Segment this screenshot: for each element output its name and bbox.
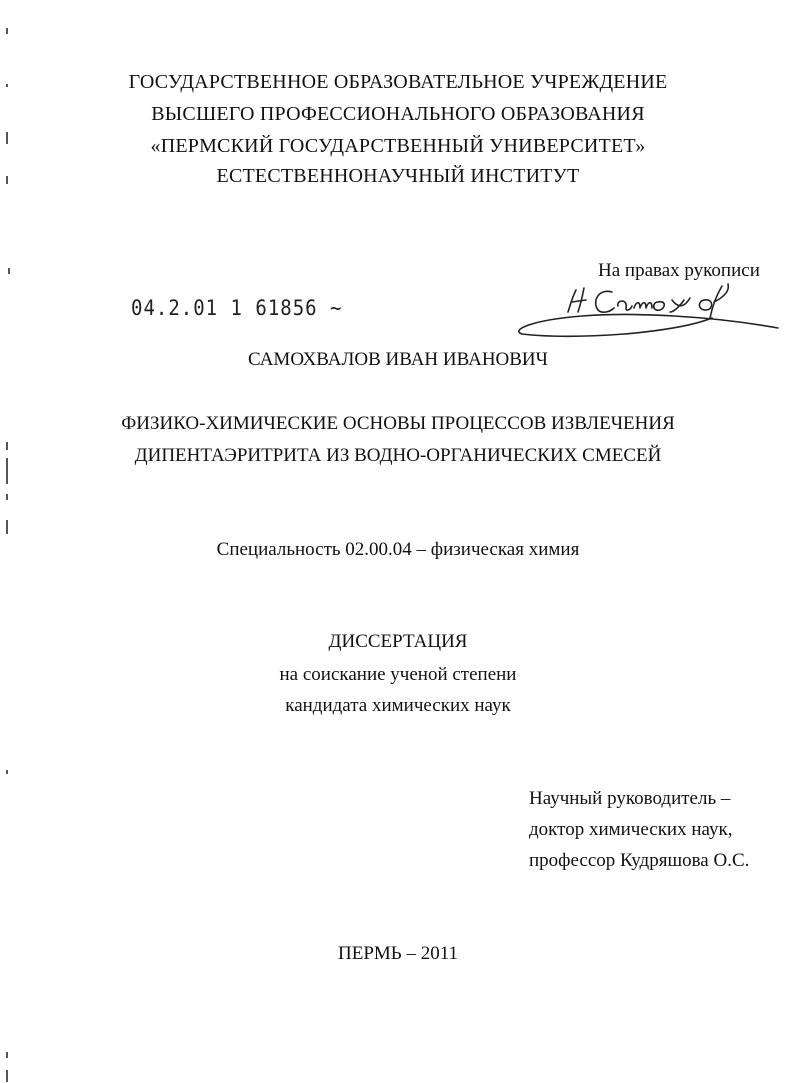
- title-line-2: ДИПЕНТАЭРИТРИТА ИЗ ВОДНО-ОРГАНИЧЕСКИХ СМЕСЕЙ: [134, 445, 662, 466]
- manuscript-note: На правах рукописи: [598, 260, 760, 281]
- advisor-line-1: Научный руководитель –: [529, 788, 731, 809]
- institution-line-4: ЕСТЕСТВЕННОНАУЧНЫЙ ИНСТИТУТ: [216, 165, 580, 187]
- work-type-heading: ДИССЕРТАЦИЯ: [328, 631, 468, 652]
- advisor-line-2: доктор химических наук,: [529, 819, 733, 840]
- institution-line-2: ВЫСШЕГО ПРОФЕССИОНАЛЬНОГО ОБРАЗОВАНИЯ: [151, 103, 645, 125]
- registration-code: 04.2.01 1 61856 ~: [131, 296, 343, 321]
- institution-line-3: «ПЕРМСКИЙ ГОСУДАРСТВЕННЫЙ УНИВЕРСИТЕТ»: [150, 135, 646, 157]
- institution-line-1: ГОСУДАРСТВЕННОЕ ОБРАЗОВАТЕЛЬНОЕ УЧРЕЖДЕНИЕ: [128, 71, 668, 93]
- work-type-line-2: кандидата химических наук: [285, 695, 511, 716]
- advisor-line-3: профессор Кудряшова О.С.: [529, 850, 750, 871]
- handwritten-signature: [512, 278, 782, 346]
- specialty: Специальность 02.00.04 – физическая химия: [216, 539, 580, 560]
- work-type-line-1: на соискание ученой степени: [279, 664, 517, 685]
- city-year: ПЕРМЬ – 2011: [338, 943, 458, 964]
- author-name: САМОХВАЛОВ ИВАН ИВАНОВИЧ: [247, 349, 549, 370]
- title-line-1: ФИЗИКО-ХИМИЧЕСКИЕ ОСНОВЫ ПРОЦЕССОВ ИЗВЛЕЧЕНИЯ: [121, 413, 675, 434]
